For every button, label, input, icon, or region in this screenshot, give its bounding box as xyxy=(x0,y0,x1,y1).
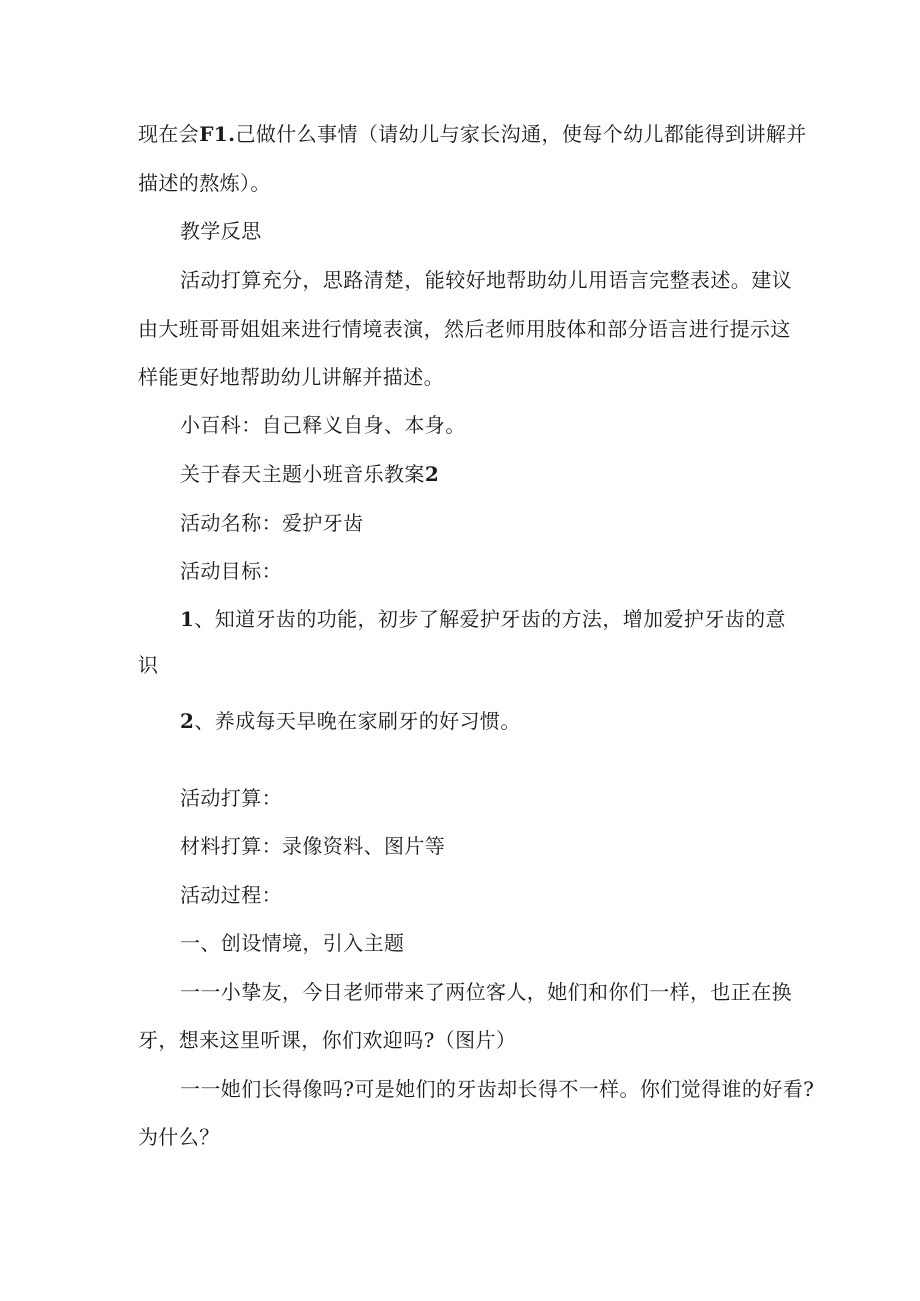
goal-1-number: 1 xyxy=(180,607,195,631)
goal-2-text: 、养成每天早晚在家刷牙的好习惯。 xyxy=(194,709,521,733)
dialog-2-line-2: 为什么？ xyxy=(138,1125,220,1149)
dialog-1-line-1: 一一小挚友，今日老师带来了两位客人，她们和你们一样，也正在换 xyxy=(180,980,792,1004)
lesson-title-text: 关于春天主题小班音乐教案 xyxy=(180,462,425,486)
lesson-title-number: 2 xyxy=(424,462,440,486)
step-1-heading: 一、创设情境，引入主题 xyxy=(180,931,405,955)
prep-heading: 活动打算： xyxy=(180,786,282,810)
goal-1-text: 、知道牙齿的功能，初步了解爱护牙齿的方法，增加爱护牙齿的意 xyxy=(194,607,786,631)
dialog-1-line-2: 牙，想来这里听课，你们欢迎吗?（图片） xyxy=(138,1028,517,1052)
bold-marker: F1. xyxy=(199,122,236,146)
activity-name: 活动名称：爱护牙齿 xyxy=(180,511,364,535)
encyclopedia-note: 小百科：自己释义自身、本身。 xyxy=(180,413,466,437)
text-segment: 己做什么事情（请幼儿与家长沟通，使每个幼儿都能得到讲解并 xyxy=(235,122,807,146)
paragraph-line-1 xyxy=(138,121,807,147)
goal-2-number: 2 xyxy=(180,709,195,733)
activity-goals-heading: 活动目标： xyxy=(180,559,282,583)
goal-2 xyxy=(180,708,521,734)
materials-line: 材料打算：录像资料、图片等 xyxy=(180,834,446,858)
reflection-line-2: 由大班哥哥姐姐来进行情境表演，然后老师用肢体和部分语言进行提示这 xyxy=(138,317,791,341)
goal-1-line-1 xyxy=(180,606,786,632)
lesson-title xyxy=(180,461,439,487)
text-segment: 现在会 xyxy=(138,122,200,146)
reflection-heading: 教学反思 xyxy=(180,219,262,243)
dialog-2-line-1: 一一她们长得像吗?可是她们的牙齿却长得不一样。你们觉得谁的好看? xyxy=(180,1077,815,1101)
reflection-line-3: 样能更好地帮助幼儿讲解并描述。 xyxy=(138,365,444,389)
paragraph-line-2: 描述的熬炼）。 xyxy=(138,171,271,195)
goal-1-line-2: 识 xyxy=(138,653,159,677)
reflection-line-1: 活动打算充分，思路清楚，能较好地帮助幼儿用语言完整表述。建议 xyxy=(180,268,792,292)
process-heading: 活动过程： xyxy=(180,883,282,907)
